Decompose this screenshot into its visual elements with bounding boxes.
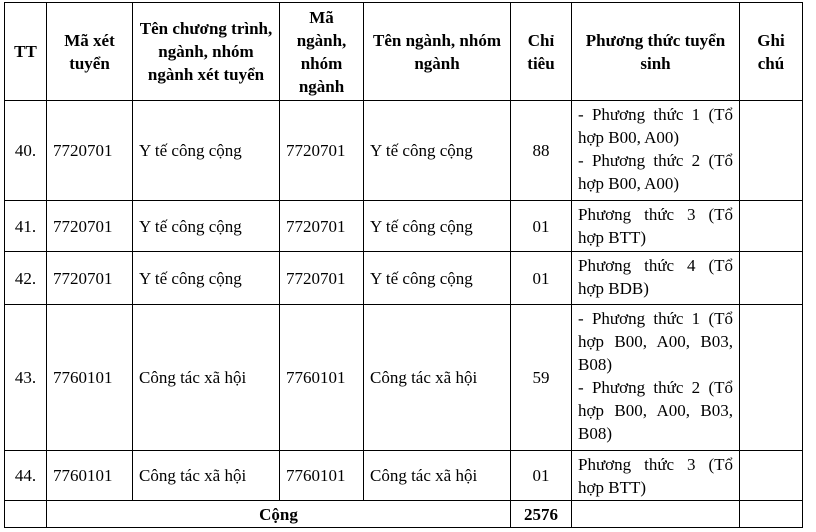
cell-ten-chuong-trinh: Công tác xã hội xyxy=(133,451,280,501)
header-tt: TT xyxy=(5,3,47,101)
cell-ghi-chu xyxy=(740,252,803,305)
cell-phuong-thuc xyxy=(572,451,740,501)
header-row xyxy=(5,3,803,101)
table-row xyxy=(5,201,803,252)
table-row xyxy=(5,305,803,451)
method-item: - Phương thức 2 (Tổ hợp B00, A00, B03, B08) xyxy=(578,378,733,443)
cell-chi-tieu: 88 xyxy=(511,101,572,201)
cell-ghi-chu xyxy=(740,201,803,252)
cell-ma-nganh: 7720701 xyxy=(280,201,364,252)
cell-empty xyxy=(5,501,47,528)
admission-table xyxy=(4,2,803,528)
cell-ma-xet-tuyen: 7720701 xyxy=(47,101,133,201)
cell-ghi-chu xyxy=(740,305,803,451)
cell-ghi-chu xyxy=(740,101,803,201)
cell-ghi-chu xyxy=(740,451,803,501)
cell-chi-tieu: 01 xyxy=(511,252,572,305)
method-item: - Phương thức 2 (Tổ hợp B00, A00) xyxy=(578,151,733,193)
header-ten-nganh: Tên ngành, nhóm ngành xyxy=(364,3,511,101)
cell-ma-xet-tuyen: 7760101 xyxy=(47,451,133,501)
method-item: - Phương thức 1 (Tổ hợp B00, A00, B03, B08) xyxy=(578,309,733,374)
cell-ten-nganh: Y tế công cộng xyxy=(364,252,511,305)
cell-ten-nganh: Y tế công cộng xyxy=(364,201,511,252)
cell-ma-nganh: 7760101 xyxy=(280,451,364,501)
cell-tt: 42. xyxy=(5,252,47,305)
cell-ten-chuong-trinh: Y tế công cộng xyxy=(133,201,280,252)
cell-tt: 43. xyxy=(5,305,47,451)
header-ma-xet-tuyen: Mã xét tuyển xyxy=(47,3,133,101)
header-ghi-chu: Ghi chú xyxy=(740,3,803,101)
cell-ten-chuong-trinh: Y tế công cộng xyxy=(133,252,280,305)
cell-tt: 44. xyxy=(5,451,47,501)
cell-phuong-thuc xyxy=(572,305,740,451)
header-chi-tieu: Chỉ tiêu xyxy=(511,3,572,101)
total-row xyxy=(5,501,803,528)
cell-ten-nganh: Công tác xã hội xyxy=(364,451,511,501)
total-value: 2576 xyxy=(511,501,572,528)
cell-ma-nganh: 7720701 xyxy=(280,252,364,305)
cell-empty xyxy=(740,501,803,528)
header-ma-nganh: Mã ngành, nhóm ngành xyxy=(280,3,364,101)
table-row xyxy=(5,451,803,501)
method-item: Phương thức 3 (Tổ hợp BTT) xyxy=(578,455,733,497)
method-item: - Phương thức 1 (Tổ hợp B00, A00) xyxy=(578,105,733,147)
cell-phuong-thuc xyxy=(572,201,740,252)
cell-tt: 40. xyxy=(5,101,47,201)
total-label: Cộng xyxy=(47,501,511,528)
cell-ma-nganh: 7760101 xyxy=(280,305,364,451)
table-row xyxy=(5,101,803,201)
cell-ma-xet-tuyen: 7760101 xyxy=(47,305,133,451)
table-row xyxy=(5,252,803,305)
cell-ma-xet-tuyen: 7720701 xyxy=(47,252,133,305)
header-ten-chuong-trinh: Tên chương trình, ngành, nhóm ngành xét tuyển xyxy=(133,3,280,101)
method-item: Phương thức 3 (Tổ hợp BTT) xyxy=(578,205,733,247)
cell-chi-tieu: 01 xyxy=(511,451,572,501)
cell-chi-tieu: 01 xyxy=(511,201,572,252)
cell-ten-chuong-trinh: Công tác xã hội xyxy=(133,305,280,451)
cell-ma-nganh: 7720701 xyxy=(280,101,364,201)
cell-phuong-thuc xyxy=(572,252,740,305)
method-item: Phương thức 4 (Tổ hợp BDB) xyxy=(578,256,733,298)
cell-ten-nganh: Y tế công cộng xyxy=(364,101,511,201)
cell-tt: 41. xyxy=(5,201,47,252)
header-phuong-thuc: Phương thức tuyển sinh xyxy=(572,3,740,101)
cell-phuong-thuc xyxy=(572,101,740,201)
cell-ten-chuong-trinh: Y tế công cộng xyxy=(133,101,280,201)
cell-ten-nganh: Công tác xã hội xyxy=(364,305,511,451)
cell-empty xyxy=(572,501,740,528)
cell-chi-tieu: 59 xyxy=(511,305,572,451)
cell-ma-xet-tuyen: 7720701 xyxy=(47,201,133,252)
